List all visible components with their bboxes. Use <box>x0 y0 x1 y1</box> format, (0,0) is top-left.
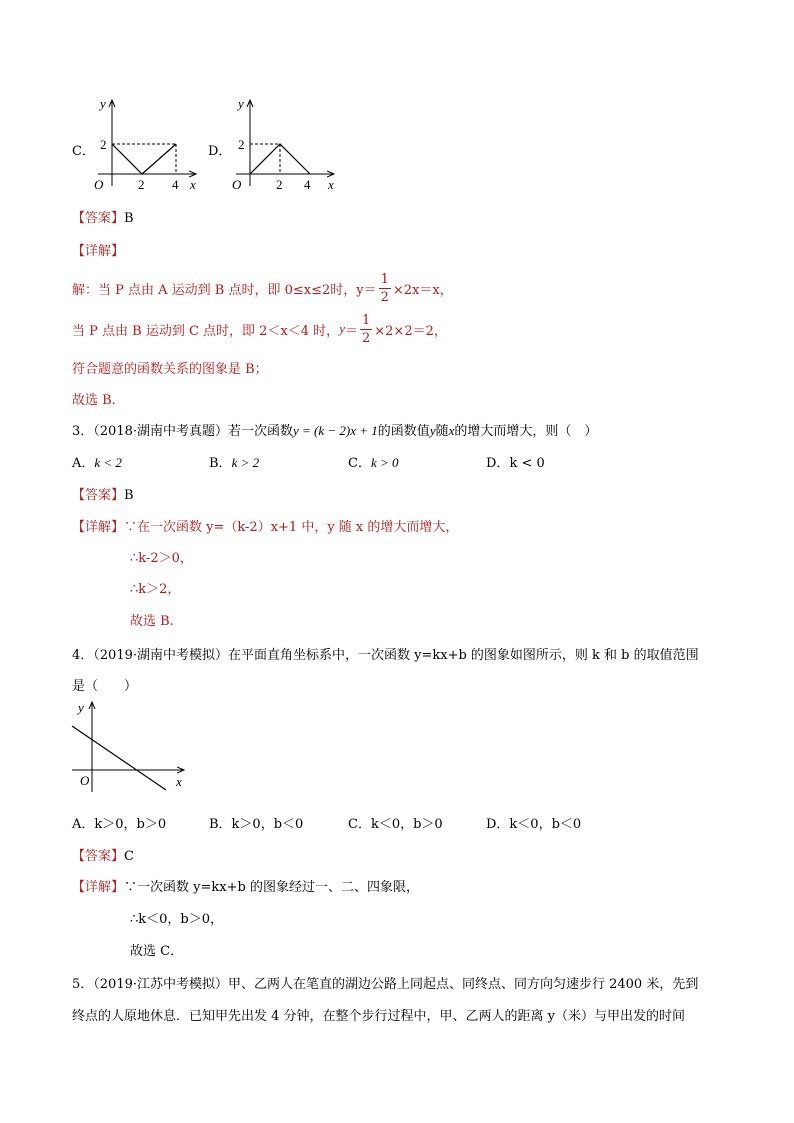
detail-text: ∵一次函数 y=kx+b 的图象经过一、二、四象限， <box>124 880 419 895</box>
q4-answer-line <box>72 845 134 864</box>
q5-stem-line1: 5．（2019·江苏中考模拟）甲、乙两人在笔直的湖边公路上同起点、同终点、同方向匀速步行 2400 米，先到 <box>72 977 699 992</box>
q4-option-c: C．k＜0，b＞0 <box>348 817 443 832</box>
q3-answer-line <box>72 484 134 503</box>
y-tick-label: 2 <box>100 137 107 152</box>
equals-sign: ＝ <box>344 323 358 339</box>
q4-option-d: D．k＜0，b＜0 <box>486 817 582 832</box>
q3-option-b <box>209 452 259 471</box>
option-c-label: C． <box>72 144 95 159</box>
x-axis-label: x <box>176 774 182 789</box>
fraction-numerator: 1 <box>380 271 389 287</box>
x-axis-label: x <box>328 177 334 192</box>
q2-detail-line4: 故选 B． <box>72 393 125 408</box>
option-d-label: D． <box>208 144 232 159</box>
detail-text: ×2×2＝2， <box>374 323 447 339</box>
q3-detail-line3: ∴k＞2， <box>130 582 181 597</box>
q4-stem-line1: 4．（2019·湖南中考模拟）在平面直角坐标系中，一次函数 y=kx+b 的图象如图所示，则 k 和 b 的取值范围 <box>72 648 699 663</box>
y-axis-label: y <box>238 96 244 111</box>
q3-stem-text: 的函数值 <box>377 424 430 439</box>
variable-y: y <box>339 321 345 336</box>
q3-formula: y = (k − 2)x + 1 <box>293 423 378 438</box>
answer-label: 【答案】 <box>72 488 125 503</box>
q2-answer-line <box>72 207 134 226</box>
function-line <box>112 144 176 174</box>
option-value: k < 0 <box>509 456 545 471</box>
q3-option-d <box>486 452 545 471</box>
q4-detail-line3: 故选 C． <box>130 944 184 959</box>
q4-detail-line1 <box>72 876 419 895</box>
q3-option-a <box>72 452 122 471</box>
x-tick-label: 4 <box>172 177 179 192</box>
origin-label: O <box>94 177 104 192</box>
q2-detail-line3: 符合题意的函数关系的图象是 B； <box>72 362 268 377</box>
q2-detail-line2 <box>72 311 447 347</box>
q3-variable-y: y <box>429 423 436 438</box>
detail-label: 【详解】 <box>72 244 125 259</box>
option-letter: A． <box>72 456 95 471</box>
q4-option-b: B．k＞0，b＜0 <box>209 817 304 832</box>
q3-variable-x: x <box>448 423 455 438</box>
fraction-one-half <box>379 273 391 304</box>
option-letter: C． <box>348 456 371 471</box>
x-tick-label: 2 <box>138 177 145 192</box>
q4-stem-line2: 是（ ） <box>72 679 138 694</box>
graph-option-d <box>226 92 344 194</box>
y-axis-label: y <box>78 700 84 715</box>
y-tick-label: 2 <box>238 137 245 152</box>
x-axis-label: x <box>190 177 196 192</box>
answer-label: 【答案】 <box>72 849 125 864</box>
q3-option-c <box>348 452 399 471</box>
origin-label: O <box>232 177 242 192</box>
answer-label: 【答案】 <box>72 211 125 226</box>
option-value: k > 0 <box>370 455 399 470</box>
q3-detail-line1 <box>72 516 458 535</box>
q3-stem-text: 随 <box>435 424 449 439</box>
detail-label: 【详解】 <box>72 880 125 895</box>
q3-stem-text: 3．（2018·湖南中考真题）若一次函数 <box>72 424 293 439</box>
detail-text: 当 P 点由 B 运动到 C 点时，即 2＜x＜4 时， <box>72 323 340 339</box>
detail-text: 解：当 P 点由 A 运动到 B 点时，即 0≤x≤2时，y＝ <box>72 282 377 298</box>
q3-detail-line4: 故选 B. <box>130 614 174 629</box>
graph-option-c <box>88 92 206 194</box>
option-letter: D． <box>486 456 510 471</box>
q3-detail-line2: ∴k-2＞0， <box>130 551 193 566</box>
y-axis-label: y <box>100 96 106 111</box>
q5-stem-line2: 终点的人原地休息．已知甲先出发 4 分钟，在整个步行过程中，甲、乙两人的距离 y（米）与甲出发的时间 <box>72 1009 686 1024</box>
option-letter: B． <box>209 456 232 471</box>
fraction-one-half <box>360 314 372 345</box>
x-tick-label: 2 <box>276 177 283 192</box>
q3-stem-text: 的增大而增大，则（ ） <box>454 424 598 439</box>
q2-detail-line1 <box>72 270 453 306</box>
detail-text: ∵在一次函数 y=（k-2）x+1 中，y 随 x 的增大而增大， <box>124 520 459 535</box>
q4-detail-line2: ∴k＜0，b＞0， <box>130 912 224 927</box>
detail-text: ×2x＝x， <box>392 282 453 298</box>
fraction-denominator: 2 <box>361 330 371 346</box>
option-value: k > 2 <box>231 455 260 470</box>
x-tick-label: 4 <box>304 177 311 192</box>
fraction-denominator: 2 <box>380 289 389 305</box>
q4-graph <box>60 698 194 796</box>
fraction-numerator: 1 <box>361 312 371 328</box>
answer-value: C <box>124 849 134 864</box>
answer-value: B <box>124 211 134 226</box>
q4-option-a: A．k＞0，b＞0 <box>72 817 167 832</box>
answer-value: B <box>124 488 134 503</box>
option-value: k < 2 <box>94 455 122 470</box>
q3-stem <box>72 420 597 439</box>
detail-label: 【详解】 <box>72 520 125 535</box>
origin-label: O <box>80 773 90 788</box>
